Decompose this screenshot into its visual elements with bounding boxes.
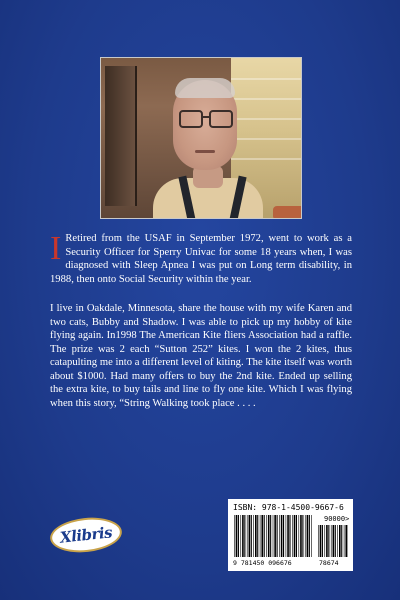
barcode-bar — [307, 515, 309, 557]
barcode-bar — [331, 525, 332, 557]
barcode-bar — [345, 525, 347, 557]
barcode-bar — [289, 515, 290, 557]
barcode-bar — [309, 515, 310, 557]
barcode-bar — [322, 525, 323, 557]
author-photo — [100, 57, 302, 219]
barcode-bar — [240, 515, 241, 557]
barcode-bar — [251, 515, 252, 557]
dropcap: I — [50, 230, 62, 267]
barcode-bar — [296, 515, 297, 557]
blind-slat — [231, 118, 301, 120]
barcode-bar — [335, 525, 336, 557]
glasses-lens-left — [179, 110, 203, 128]
barcode-bar — [318, 525, 319, 557]
hair — [175, 78, 235, 98]
blind-slat — [231, 158, 301, 160]
glasses-lens-right — [209, 110, 233, 128]
barcode-bar — [234, 515, 235, 557]
bio-paragraph-1-text: Retired from the USAF in September 1972, went to work as a Security Officer for Sperry Univac for some 18 years when, I was diagnosed with Sleep Apnea I was put on Long term disability, in 1988, then onto Social Security within the year. — [50, 233, 352, 285]
glasses-bridge — [201, 116, 209, 118]
price-code-text: 90000 — [324, 515, 346, 523]
isbn-label: ISBN: 978-1-4500-9667-6 — [233, 503, 344, 512]
barcode-bar — [242, 515, 244, 557]
barcode-bar — [281, 515, 283, 557]
barcode-bar — [264, 515, 265, 557]
barcode-bar — [300, 515, 302, 557]
barcode-bar — [260, 515, 261, 557]
barcode-bar — [261, 515, 263, 557]
barcode-bar — [328, 525, 329, 557]
barcode-bar — [324, 525, 325, 557]
barcode-bar — [247, 515, 248, 557]
barcode-bar — [287, 515, 289, 557]
barcode-bar — [333, 525, 335, 557]
barcode-bar — [299, 515, 300, 557]
barcode-bar — [249, 515, 251, 557]
barcode-bar — [238, 515, 239, 557]
barcode-bar — [341, 525, 342, 557]
barcode-bar — [286, 515, 287, 557]
ean-digits: 9 781450 096676 — [233, 559, 292, 567]
addon-barcode — [318, 525, 348, 557]
barcode-bar — [257, 515, 258, 557]
addon-digits: 78674 — [319, 559, 339, 567]
barcode-bar — [337, 525, 338, 557]
ean-barcode — [234, 515, 312, 557]
barcode-bar — [273, 515, 274, 557]
barcode-bar — [294, 515, 296, 557]
bio-paragraph-1 — [50, 232, 352, 286]
publisher-logo-text: Xlibris — [59, 523, 113, 547]
barcode-bar — [236, 515, 238, 557]
barcode-bar — [244, 515, 245, 557]
barcode-bar — [266, 515, 267, 557]
barcode-bar — [255, 515, 257, 557]
barcode-bar — [277, 515, 278, 557]
price-code — [324, 515, 349, 523]
blind-slat — [231, 78, 301, 80]
barcode-bar — [283, 515, 284, 557]
bio-paragraph-2: I live in Oakdale, Minnesota, share the house with my wife Karen and two cats, Bubby and Shadow. I was able to pick up my hobby of kite flying again. In1998 The American Kite fliers Association had a raffle. The prize was 2 each “Sutton 252” kites. I won the 2 kites, thus catapulting me into a different level of kiting. The kite itself was worth about $1000. Had many offers to buy the 2nd kite. Ended up selling the extra kite, to buy tails and line to fly one kite. Which I was flying when this story, “String Walking took place . . . . — [50, 303, 352, 409]
add-on-mark: > — [345, 515, 350, 523]
barcode-bar — [292, 515, 293, 557]
barcode-bar — [305, 515, 306, 557]
barcode-bar — [326, 525, 328, 557]
mouth — [195, 150, 215, 153]
door-frame — [105, 66, 137, 206]
barcode-bar — [344, 525, 345, 557]
barcode-bar — [311, 515, 312, 557]
barcode-bar — [268, 515, 270, 557]
blind-slat — [231, 138, 301, 140]
barcode-bar — [339, 525, 341, 557]
barcode-bar — [270, 515, 271, 557]
barcode-bar — [320, 525, 322, 557]
chair — [273, 206, 302, 219]
barcode-box — [228, 499, 353, 571]
barcode-bar — [279, 515, 280, 557]
barcode-bar — [274, 515, 276, 557]
blind-slat — [231, 98, 301, 100]
barcode-bar — [302, 515, 303, 557]
barcode-bar — [253, 515, 254, 557]
